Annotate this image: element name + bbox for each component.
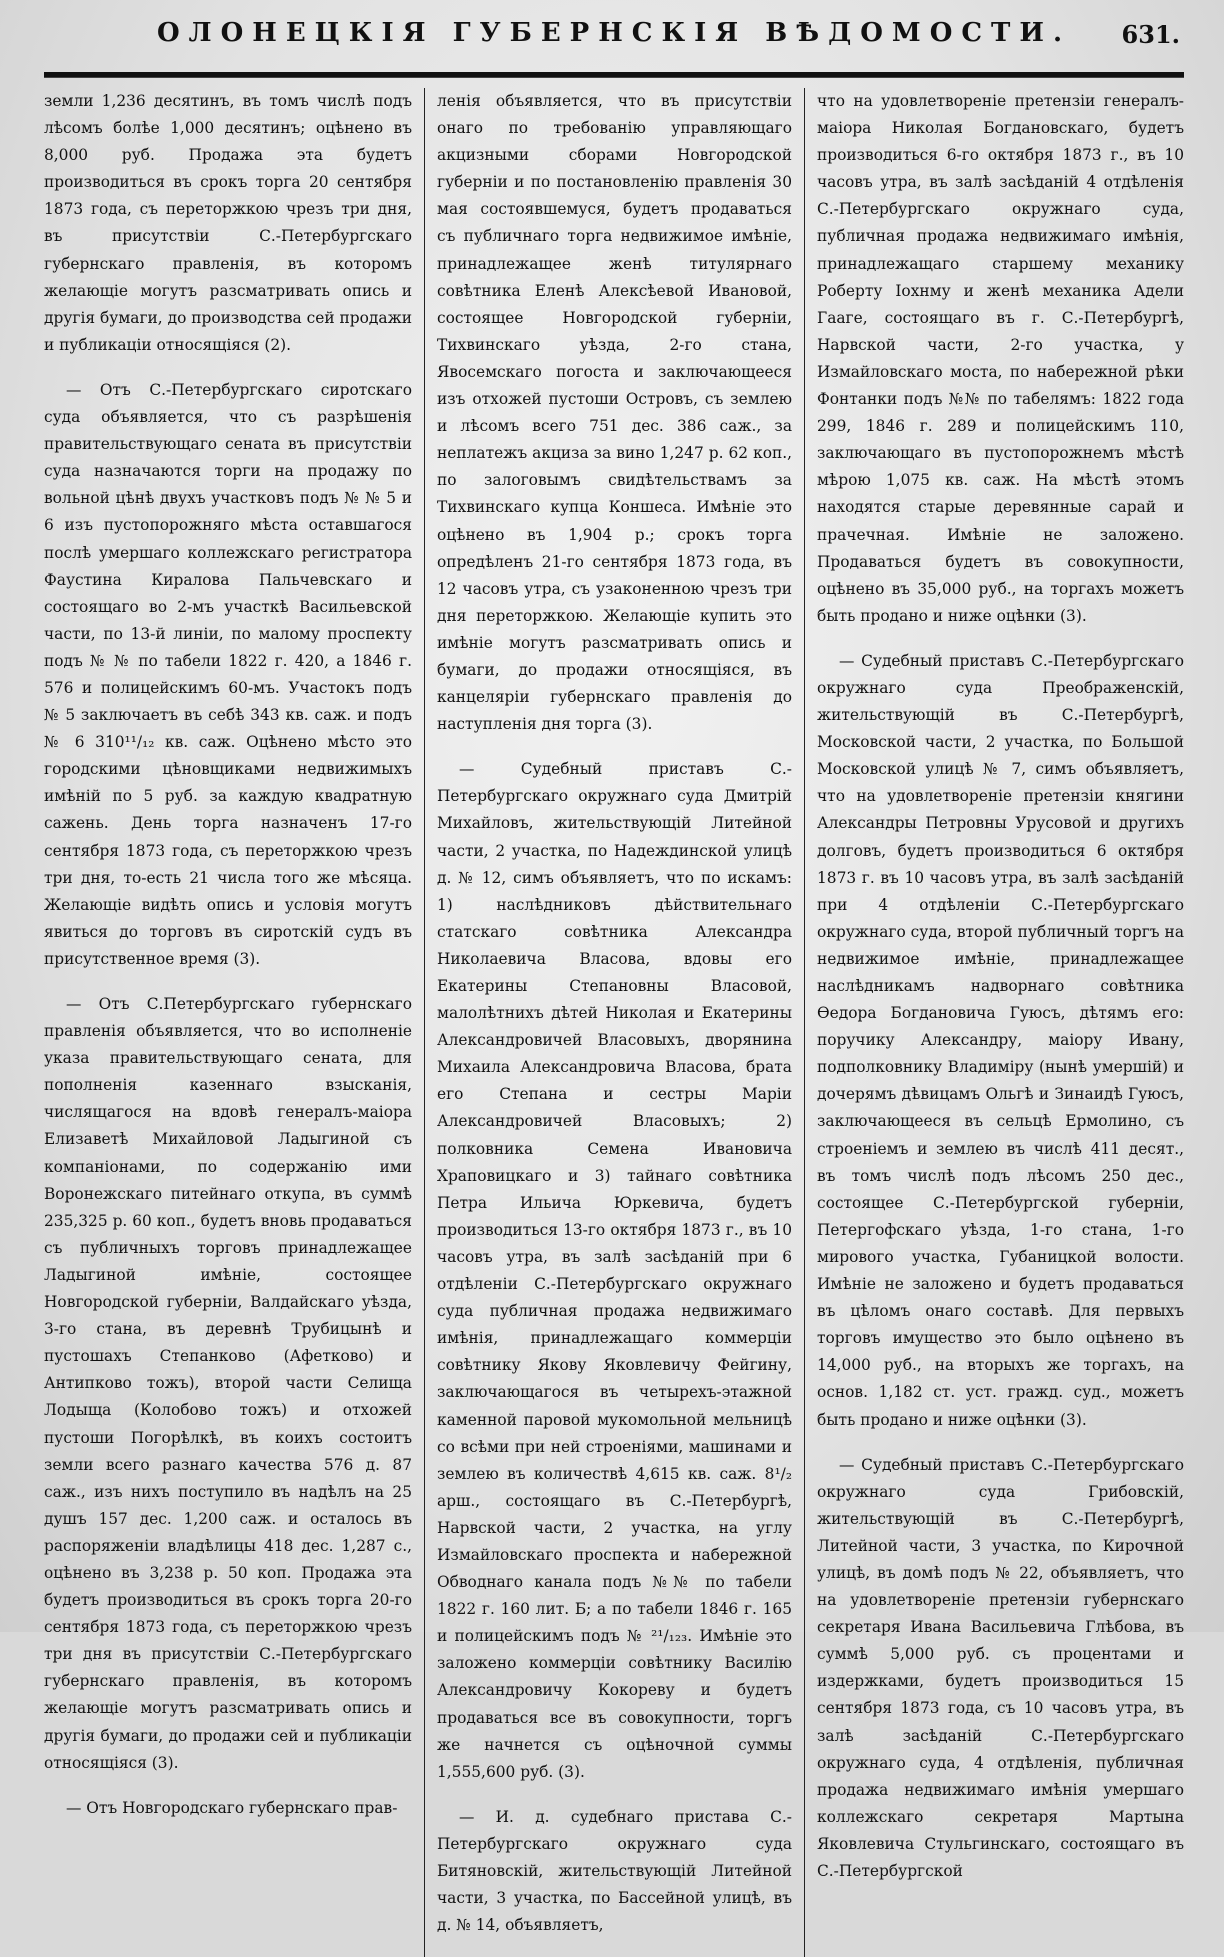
masthead [44, 18, 1184, 58]
notice-paragraph: — Судебный приставъ С.-Петербургскаго окружнаго суда Преображенскій, жительствующій въ С.-Петербургѣ, Московской части, 2 участка, по Большой Московской улицѣ № 7, симъ объявляетъ, что на удовлетвореніе претензіи княгини Александры Петровны Урусовой и другихъ долговъ, будетъ производиться 6 октября 1873 г. въ 10 часовъ утра, въ залѣ засѣданій при 4 отдѣленіи С.-Петербургскаго окружнаго суда, второй публичный торгъ на недвижимое имѣніе, принадлежащее наслѣдникамъ надворнаго совѣтника Ѳедора Богдановича Гуюсъ, дѣтямъ его: поручику Александру, маіору Ивану, подполковнику Владиміру (нынѣ умершій) и дочерямъ дѣвицамъ Ольгѣ и Зинаидѣ Гуюсъ, заключающееся въ сельцѣ Ермолино, съ строеніемъ и землею въ числѣ 411 десят., въ томъ числѣ подъ лѣсомъ 250 дес., состоящее С.-Петербургской губерніи, Петергофскаго уѣзда, 1-го стана, 1-го мирового участка, Губаницкой волости. Имѣніе не заложено и будетъ продаваться въ цѣломъ онаго составѣ. Для первыхъ торговъ имущество это было оцѣнено въ 14,000 руб., на вторыхъ же торгахъ, на основ. 1,182 ст. уст. гражд. суд., можетъ быть продано и ниже оцѣнки (3). [817, 651, 1184, 1429]
notice-paragraph: что на удовлетвореніе претензіи генералъ-маіора Николая Богдановскаго, будетъ производиться 6-го октября 1873 г., въ 10 часовъ утра, въ залѣ засѣданій 4 отдѣленія С.-Петербургскаго окружнаго суда, публичная продажа недвижимаго имѣнія, принадлежащаго старшему механику Роберту Іохнму и женѣ механика Адели Гааге, состоящаго въ г. С.-Петербургѣ, Нарвской части, 2-го участка, у Измайловскаго моста, по набережной рѣки Фонтанки подъ №№ по табелямъ: 1822 года 299, 1846 г. 289 и полицейскимъ 110, заключающаго въ пустопорожнемъ мѣстѣ мѣрою 1,075 кв. саж. На мѣстѣ этомъ находятся старые деревянные сарай и прачечная. Имѣніе не заложено. Продаваться будетъ въ совокупности, оцѣнено въ 35,000 руб., на торгахъ можетъ быть продано и ниже оцѣнки (3). [817, 92, 1184, 625]
column-2 [424, 88, 804, 1957]
column-1 [44, 88, 424, 1957]
publication-title: ОЛОНЕЦКІЯ ГУБЕРНСКІЯ ВѢДОМОСТИ. [157, 18, 1071, 48]
page-number: 631. [1121, 20, 1180, 49]
notice-paragraph: — Отъ С.-Петербургскаго сиротскаго суда объявляется, что съ разрѣшенія правительствующаго сената въ присутствіи суда назначаются торги на продажу по вольной цѣнѣ двухъ участковъ подъ № № 5 и 6 изъ пустопорожняго мѣста оставшагося послѣ умершаго коллежскаго регистратора Фаустина Киралова Пальчевскаго и состоящаго во 2-мъ участкѣ Васильевской части, по 13-й линіи, по малому проспекту подъ № № по табели 1822 г. 420, а 1846 г. 576 и полицейскимъ 60-мъ. Участокъ подъ № 5 заключаетъ въ себѣ 343 кв. саж. и подъ № 6 310¹¹/₁₂ кв. саж. Оцѣнено мѣсто это городскими цѣновщиками недвижимыхъ имѣній по 5 руб. за каждую квадратную сажень. День торга назначенъ 17-го сентября 1873 года, съ переторжкою чрезъ три дня, то-есть 21 числа того же мѣсяца. Желающіе видѣть опись и условія могутъ явиться до торговъ въ сиротскій судъ въ присутственное время (3). [44, 380, 412, 968]
notice-paragraph: — Отъ С.Петербургскаго губернскаго правленія объявляется, что во исполненіе указа правительствующаго сената, для пополненія казеннаго взысканія, числящагося на вдовѣ генералъ-маіора Елизаветѣ Михайловой Ладыгиной съ компаніонами, по содержанію ими Воронежскаго питейнаго откупа, въ суммѣ 235,325 р. 60 коп., будетъ вновь продаваться съ публичныхъ торговъ принадлежащее Ладыгиной имѣніе, состоящее Новгородской губерніи, Валдайскаго уѣзда, 3-го стана, въ деревнѣ Трубицынѣ и пустошахъ Степанково (Афетково) и Антипково тожъ), второй части Селища Лодыща (Колобово тожъ) и отхожей пустоши Погорѣлкѣ, въ коихъ состоитъ земли всего разнаго качества 576 д. 87 саж., изъ нихъ поступило въ надѣлъ на 25 душъ 157 дес. 1,200 саж. и осталось въ распоряженіи владѣлицы 418 дес. 1,287 с., оцѣнено въ 3,238 р. 50 коп. Продажа эта будетъ производиться въ срокъ торга 20-го сентября 1873 года, съ переторжкою чрезъ три дня въ присутствіи С.-Петербургскаго губернскаго правленія, въ которомъ желающіе могутъ разсматривать опись и другія бумаги, до продажи сей и публикаціи относящіяся (3). [44, 995, 412, 1772]
notice-paragraph: — И. д. судебнаго пристава С.-Петербургскаго окружнаго суда Битяновскій, жительствующій Литейной части, 3 участка, по Бассейной улицѣ, въ д. № 14, объявляетъ, [437, 1807, 792, 1935]
notice-paragraph: земли 1,236 десятинъ, въ томъ числѣ подъ лѣсомъ болѣе 1,000 десятинъ; оцѣнено въ 8,000 руб. Продажа эта будетъ производиться въ срокъ торга 20 сентября 1873 года, съ переторжкою чрезъ три дня, въ присутствіи С.-Петербургскаго губернскаго правленія, въ которомъ желающіе могутъ разсматривать опись и другія бумаги, до производства сей продажи и публикаціи относящіяся (2). [44, 92, 412, 354]
column-3 [804, 88, 1184, 1957]
notice-paragraph: ленія объявляется, что въ присутствіи онаго по требованію управляющаго акцизными сборами Новгородской губерніи и по постановленію правленія 30 мая состоявшемуся, будетъ продаваться съ публичнаго торга недвижимое имѣніе, принадлежащее женѣ титулярнаго совѣтника Еленѣ Алексѣевой Ивановой, состоящее Новгородской губерніи, Тихвинскаго уѣзда, 2-го стана, Явосемскаго погоста и заключающееся изъ отхожей пустоши Островъ, съ землею и лѣсомъ всего 751 дес. 386 саж., за неплатежъ акциза за вино 1,247 р. 62 коп., по залоговымъ свидѣтельствамъ за Тихвинскаго купца Коншеса. Имѣніе это оцѣнено въ 1,904 р.; срокъ торга опредѣленъ 21-го сентября 1873 года, въ 12 часовъ утра, съ узаконенною чрезъ три дня переторжкою. Желающіе купить это имѣніе могутъ разсматривать опись и бумаги, до продажи относящіяся, въ канцеляріи губернскаго правленія до наступленія дня торга (3). [437, 92, 792, 734]
notice-paragraph: — Судебный приставъ С.-Петербургскаго окружнаго суда Грибовскій, жительствующій въ С.-Петербургѣ, Литейной части, 3 участка, по Кирочной улицѣ, въ домѣ подъ № 22, объявляетъ, что на удовлетвореніе претензіи губернскаго секретаря Ивана Васильевича Глѣбова, въ суммѣ 5,000 руб. съ процентами и издержками, будетъ производиться 15 сентября 1873 года, съ 10 часовъ утра, въ залѣ засѣданій С.-Петербургскаго окружнаго суда, 4 отдѣленія, публичная продажа недвижимаго имѣнія умершаго коллежскаго секретаря Мартына Яковлевича Стульгинскаго, состоящаго въ С.-Петербургской [817, 1455, 1184, 1880]
text-columns [44, 88, 1184, 1935]
notice-paragraph: — Отъ Новгородскаго губернскаго прав- [66, 1798, 398, 1817]
notice-paragraph: — Судебный приставъ С.-Петербургскаго окружнаго суда Дмитрій Михайловъ, жительствующій Литейной части, 2 участка, по Надеждинской улицѣ д. № 12, симъ объявляетъ, что по искамъ: 1) наслѣдниковъ дѣйствительнаго статскаго совѣтника Александра Николаевича Власова, вдовы его Екатерины Степановны Власовой, малолѣтнихъ дѣтей Николая и Екатерины Александровичей Власовыхъ, дворянина Михаила Александровича Власова, брата его Степана и сестры Маріи Александровичей Власовыхъ; 2) полковника Семена Ивановича Храповицкаго и 3) тайнаго совѣтника Петра Ильича Юркевича, будетъ производиться 13-го октября 1873 г., въ 10 часовъ утра, въ залѣ засѣданій при 6 отдѣленіи С.-Петербургскаго окружнаго суда публичная продажа недвижимаго имѣнія, принадлежащаго коммерціи совѣтнику Якову Яковлевичу Фейгину, заключающагося въ четырехъ-этажной каменной паровой мукомольной мельницѣ со всѣми при ней строеніями, машинами и землею въ количествѣ 4,615 кв. саж. 8¹/₂ арш., состоящаго въ С.-Петербургѣ, Нарвской части, 2 участка, на углу Измайловскаго проспекта и набережной Обводнаго канала подъ №№ по табели 1822 г. 160 лит. Б; а по табели 1846 г. 165 и полицейскимъ подъ № ²¹/₁₂₃. Имѣніе это заложено коммерціи совѣтнику Василію Александровичу Кокореву и будетъ продаваться все въ совокупности, торгъ же начнется съ оцѣночной суммы 1,555,600 руб. (3). [437, 760, 792, 1781]
masthead-rule [44, 72, 1184, 78]
